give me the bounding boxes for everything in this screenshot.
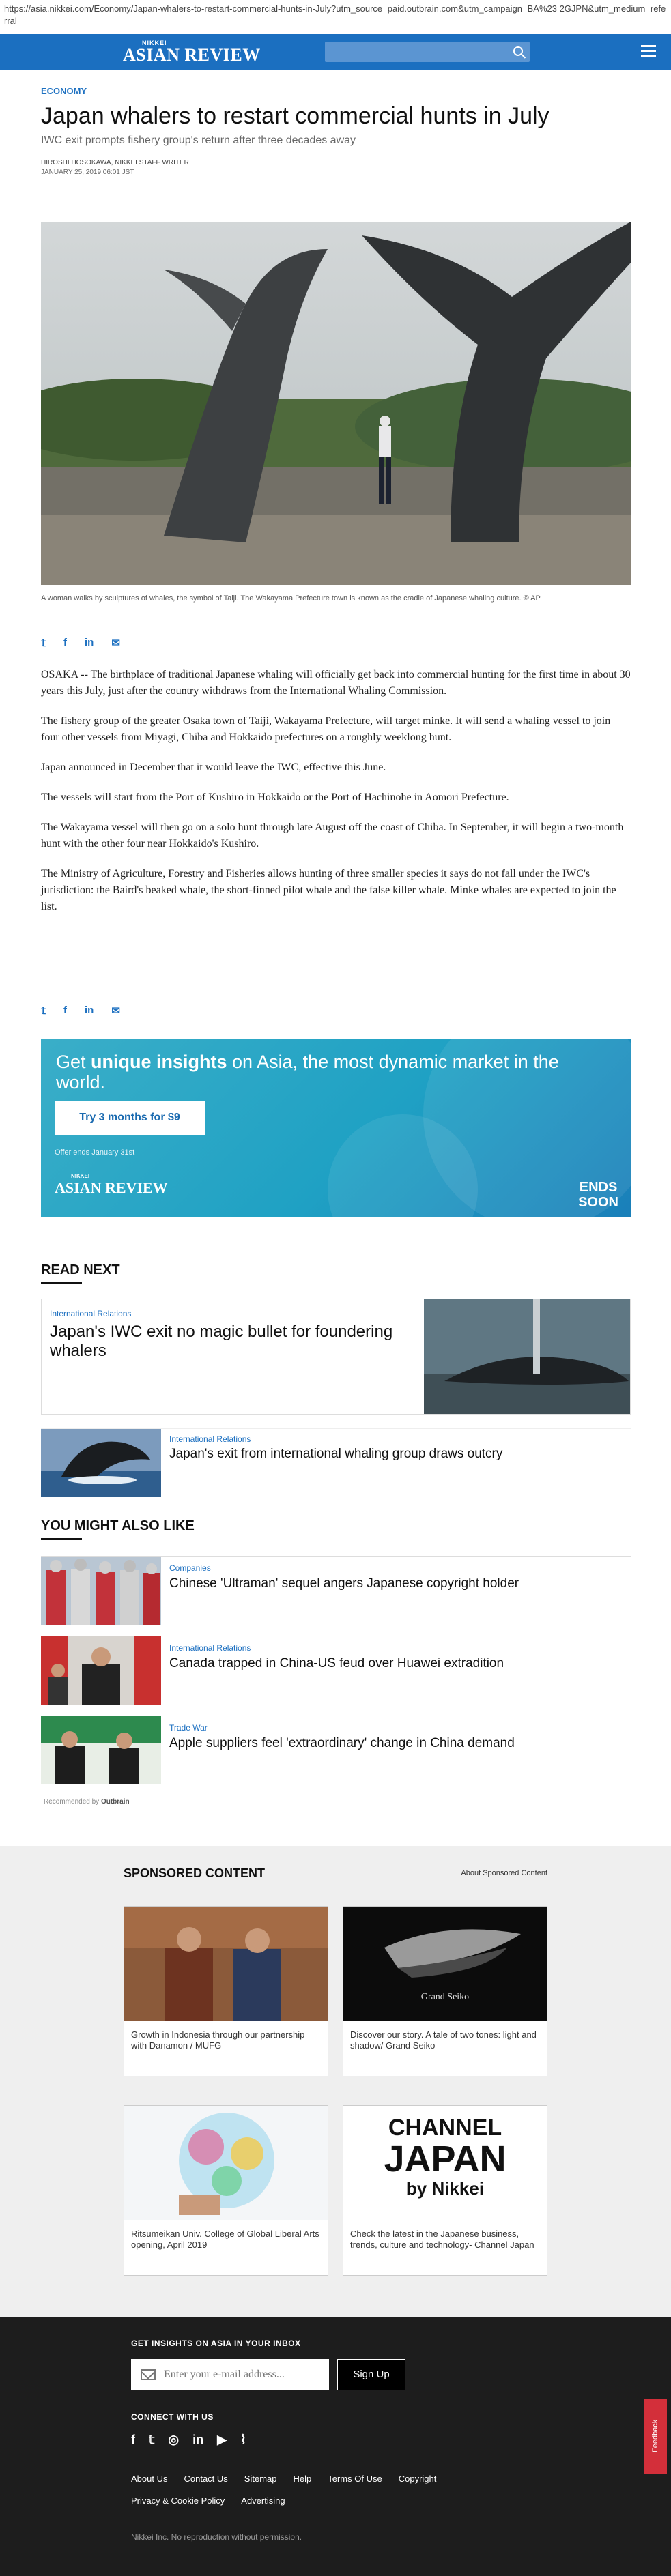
ends-soon-badge: ENDS SOON: [578, 1180, 618, 1210]
read-next-item[interactable]: [41, 1299, 631, 1415]
sponsored-caption[interactable]: Check the latest in the Japanese business, trends, culture and technology- Channel Japan: [350, 2229, 534, 2250]
linkedin-icon[interactable]: in: [84, 1004, 94, 1016]
address-bar[interactable]: https://asia.nikkei.com/Economy/Japan-whalers-to-restart-commercial-hunts-in-July?utm_source=paid.outbrain.com&utm_campaign=BA%23 2GJPN&utm_medium=referral: [0, 0, 671, 34]
facebook-icon[interactable]: f: [131, 2433, 135, 2446]
linkedin-icon[interactable]: in: [192, 2433, 204, 2446]
search-input[interactable]: [325, 42, 530, 62]
whale-on-ship-thumbnail[interactable]: [424, 1299, 630, 1414]
outbrain-attribution[interactable]: Recommended by Outbrain: [44, 1798, 130, 1806]
article-header: [41, 70, 631, 176]
signup-button[interactable]: Sign Up: [337, 2359, 405, 2390]
sponsored-caption[interactable]: Discover our story. A tale of two tones: light and shadow/ Grand Seiko: [350, 2029, 537, 2051]
recommended-item[interactable]: [41, 1556, 631, 1624]
menu-icon[interactable]: [641, 45, 656, 57]
footer-link[interactable]: About Us: [131, 2474, 168, 2484]
sponsored-card[interactable]: [124, 2105, 328, 2276]
promo-headline: Get unique insights on Asia, the most dynamic market in the world.: [56, 1052, 559, 1092]
paragraph: The fishery group of the greater Osaka town of Taiji, Wakayama Prefecture, will target minke. It will send a whaling vessel to join four other vessels from Miyagi, Chiba and Hokkaido prefectures on a roughly weeklong hunt.: [41, 715, 611, 743]
ultraman-thumbnail[interactable]: [41, 1557, 161, 1625]
facebook-icon[interactable]: f: [63, 637, 67, 648]
footer-link[interactable]: Privacy & Cookie Policy: [131, 2495, 225, 2506]
logo-nikkei: NIKKEI: [142, 40, 167, 46]
envelope-icon: [141, 2369, 156, 2380]
feedback-tab[interactable]: Feedback: [644, 2399, 667, 2474]
site-header: [0, 34, 671, 70]
hero-image: [41, 222, 631, 585]
copyright-notice: Nikkei Inc. No reproduction without permission.: [131, 2532, 302, 2542]
article-body: [41, 667, 631, 929]
publish-date: JANUARY 25, 2019 06:01 JST: [41, 169, 134, 176]
promo-offer-text: Offer ends January 31st: [55, 1148, 135, 1157]
footer-link[interactable]: Advertising: [241, 2495, 285, 2506]
connect-heading: CONNECT WITH US: [131, 2412, 214, 2422]
paragraph: The Ministry of Agriculture, Forestry and Fisheries allows hunting of three smaller species it says do not fall under the IWC's jurisdiction: the Baird's beaked whale, the short-finned pilot whale and the false killer whale. Minke whales are expected to join the list.: [41, 868, 616, 912]
paragraph: The Wakayama vessel will then go on a solo hunt through late August off the coast of Chiba. In September, it will begin a two-month hunt with the other four near Hokkaido's Kushiro.: [41, 822, 624, 850]
sponsored-section: [0, 1846, 671, 2317]
email-field[interactable]: [131, 2359, 329, 2390]
email-input[interactable]: [164, 2366, 321, 2384]
site-logo[interactable]: [123, 40, 261, 64]
article-title: Japan whalers to restart commercial hunts in July: [41, 103, 549, 129]
footer-link[interactable]: Contact Us: [184, 2474, 228, 2484]
subscription-promo[interactable]: [41, 1039, 631, 1217]
article-headline[interactable]: Canada trapped in China-US feud over Huawei extradition: [169, 1656, 504, 1670]
read-next-item[interactable]: [41, 1428, 631, 1496]
footer-link[interactable]: Copyright: [398, 2474, 437, 2484]
section-label[interactable]: ECONOMY: [41, 86, 87, 96]
sponsored-card[interactable]: [343, 1906, 547, 2076]
about-sponsored-link[interactable]: About Sponsored Content: [461, 1869, 547, 1877]
twitter-icon[interactable]: 𝕥: [149, 2433, 155, 2446]
apple-suppliers-thumbnail[interactable]: [41, 1716, 161, 1784]
paragraph: The vessels will start from the Port of Kushiro in Hokkaido or the Port of Hachinohe in Aomori Prefecture.: [41, 792, 509, 803]
sponsored-card[interactable]: [343, 2105, 547, 2276]
social-links: [131, 2433, 246, 2447]
article-category[interactable]: International Relations: [169, 1434, 251, 1444]
byline: HIROSHI HOSOKAWA, NIKKEI STAFF WRITER: [41, 159, 189, 167]
sponsored-heading: SPONSORED CONTENT: [124, 1866, 266, 1880]
instagram-icon[interactable]: ◎: [168, 2433, 180, 2446]
mail-icon[interactable]: ✉: [111, 1005, 120, 1017]
rss-icon[interactable]: ⌇: [240, 2433, 246, 2446]
whale-sculpture-photo: [41, 222, 631, 585]
share-bar-top: [41, 637, 120, 649]
sponsored-card[interactable]: [124, 1906, 328, 2076]
site-footer: [0, 2317, 671, 2576]
promo-cta-button[interactable]: Try 3 months for $9: [55, 1101, 205, 1135]
recommended-item[interactable]: [41, 1716, 631, 1784]
footer-links: [131, 2474, 436, 2484]
footer-link[interactable]: Terms Of Use: [328, 2474, 382, 2484]
logo-asian-review: ASIAN REVIEW: [123, 45, 261, 65]
footer-link[interactable]: Help: [293, 2474, 312, 2484]
grand-seiko-photo: [343, 1907, 547, 2021]
facebook-icon[interactable]: f: [63, 1004, 67, 1016]
article-category[interactable]: Trade War: [169, 1723, 208, 1733]
sponsored-caption[interactable]: Growth in Indonesia through our partnership with Danamon / MUFG: [131, 2029, 305, 2051]
footer-link[interactable]: Sitemap: [244, 2474, 277, 2484]
danamon-photo: [124, 1907, 328, 2021]
article-headline[interactable]: Japan's IWC exit no magic bullet for foundering whalers: [50, 1322, 393, 1360]
linkedin-icon[interactable]: in: [84, 637, 94, 648]
paragraph: OSAKA -- The birthplace of traditional Japanese whaling will officially get back into commercial hunting for the first time in about 30 years this July, just after the country withdraws from the International Whaling Commission.: [41, 669, 631, 697]
read-next-heading: READ NEXT: [41, 1262, 120, 1284]
promo-logo: NIKKEI ASIAN REVIEW: [55, 1173, 168, 1196]
article-headline[interactable]: Apple suppliers feel 'extraordinary' change in China demand: [169, 1736, 515, 1750]
image-caption: A woman walks by sculptures of whales, the symbol of Taiji. The Wakayama Prefecture town is known as the cradle of Japanese whaling culture. © AP: [41, 594, 541, 603]
channel-japan-logo: CHANNEL JAPAN by Nikkei: [343, 2106, 547, 2220]
article-category[interactable]: International Relations: [169, 1643, 251, 1653]
canada-press-thumbnail[interactable]: [41, 1636, 161, 1705]
mail-icon[interactable]: ✉: [111, 637, 120, 649]
share-bar-bottom: [41, 1004, 120, 1017]
youtube-icon[interactable]: ▶: [217, 2433, 227, 2446]
paragraph: Japan announced in December that it would leave the IWC, effective this June.: [41, 762, 386, 773]
footer-links-secondary: [131, 2495, 285, 2506]
you-might-like-heading: YOU MIGHT ALSO LIKE: [41, 1518, 195, 1540]
breaching-whale-thumbnail[interactable]: [41, 1429, 161, 1497]
grand-seiko-brand: Grand Seiko: [420, 1992, 470, 2002]
twitter-icon[interactable]: 𝕥: [41, 637, 46, 649]
article-subtitle: IWC exit prompts fishery group's return after three decades away: [41, 134, 356, 146]
ritsumeikan-photo: [124, 2106, 328, 2220]
twitter-icon[interactable]: 𝕥: [41, 1005, 46, 1017]
article-headline[interactable]: Japan's exit from international whaling group draws outcry: [169, 1447, 503, 1461]
newsletter-heading: GET INSIGHTS ON ASIA IN YOUR INBOX: [131, 2339, 301, 2348]
recommended-item[interactable]: [41, 1636, 631, 1704]
article-category[interactable]: Companies: [169, 1563, 211, 1573]
article-category[interactable]: International Relations: [50, 1309, 132, 1318]
search-icon[interactable]: [513, 46, 523, 56]
sponsored-caption[interactable]: Ritsumeikan Univ. College of Global Liberal Arts opening, April 2019: [131, 2229, 319, 2250]
article-headline[interactable]: Chinese 'Ultraman' sequel angers Japanese copyright holder: [169, 1576, 519, 1591]
